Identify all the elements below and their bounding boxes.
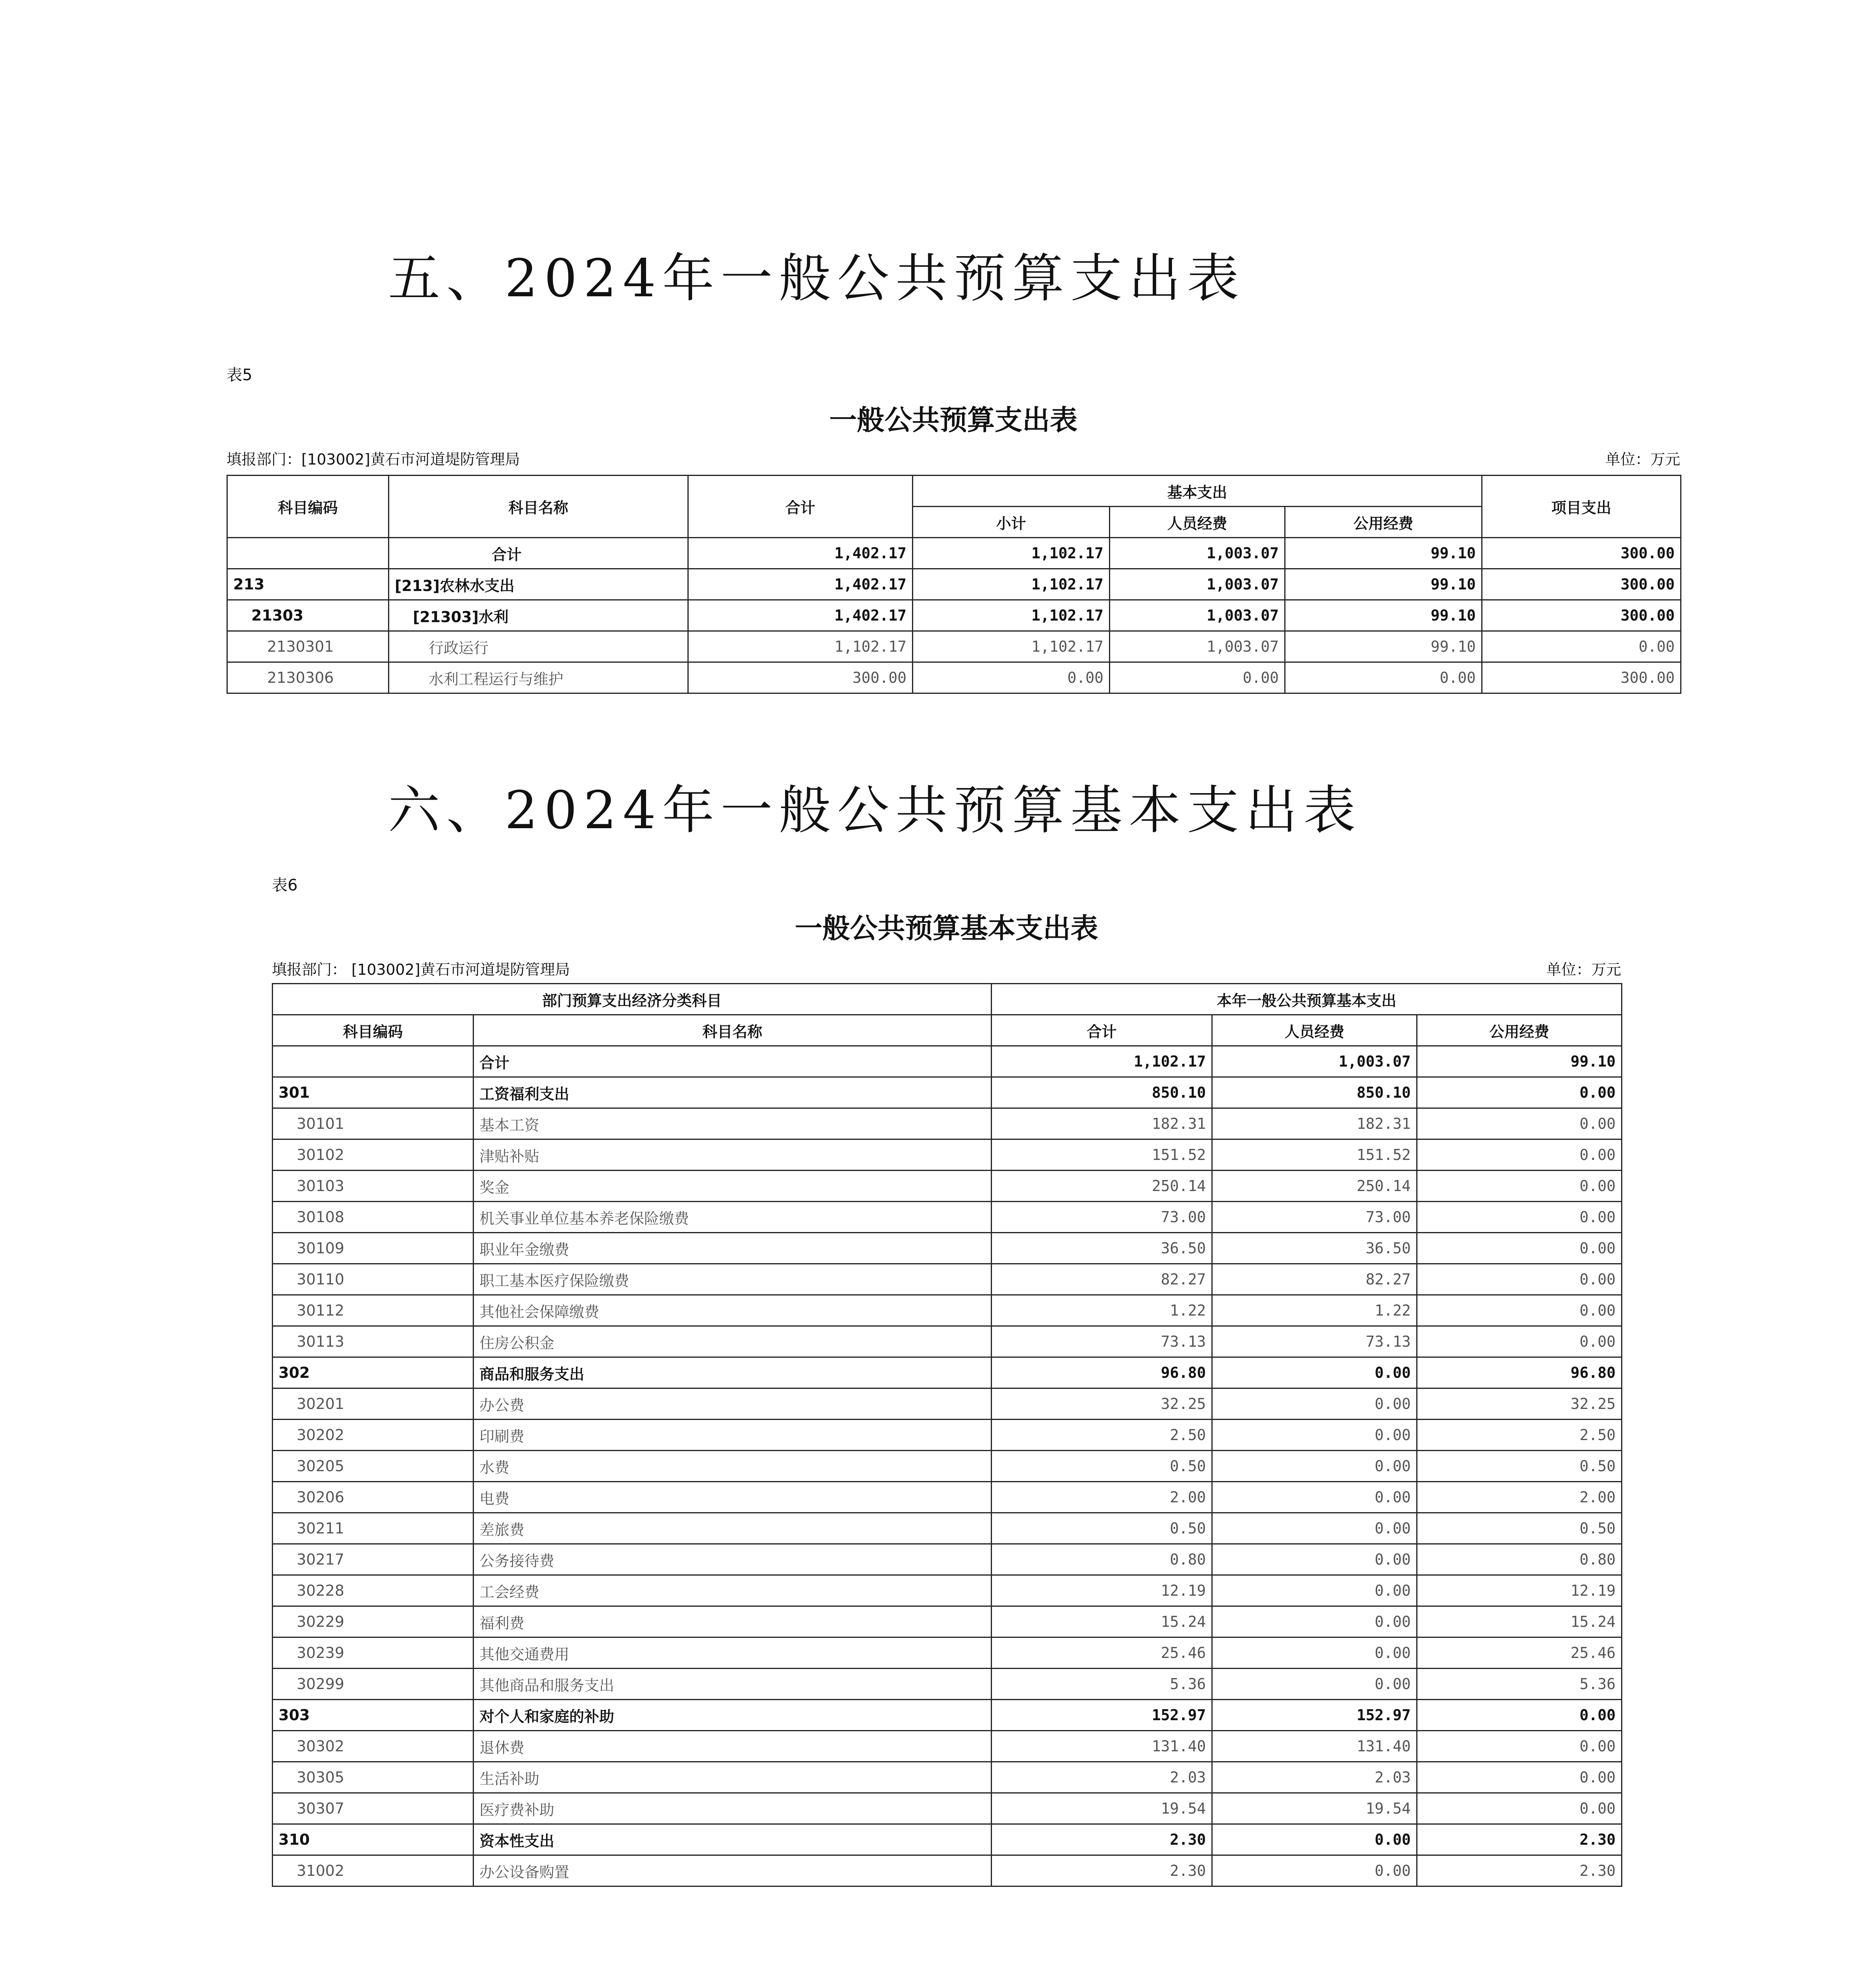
- col-header-project: 项目支出: [1482, 476, 1681, 538]
- cell-code: 303: [273, 1700, 474, 1731]
- cell-name: 住房公积金: [474, 1326, 992, 1357]
- cell-name: 其他交通费用: [474, 1637, 992, 1669]
- cell-name: 机关事业单位基本养老保险缴费: [474, 1202, 992, 1233]
- cell-personnel: 0.00: [1212, 1606, 1417, 1637]
- table-6-title: 一般公共预算基本支出表: [795, 912, 1098, 944]
- cell-name: 职工基本医疗保险缴费: [474, 1264, 992, 1295]
- cell-public: 99.10: [1285, 569, 1482, 600]
- cell-personnel: 1,003.07: [1110, 538, 1285, 569]
- cell-project: 300.00: [1482, 600, 1681, 631]
- cell-code: 30229: [273, 1606, 474, 1637]
- table-row: [273, 1855, 1622, 1886]
- table-row: [227, 569, 1681, 600]
- table-row: [273, 1451, 1622, 1482]
- cell-public: 0.00: [1417, 1731, 1622, 1762]
- cell-public: 32.25: [1417, 1388, 1622, 1420]
- table-5-unit: 单位：万元: [1605, 451, 1680, 468]
- cell-personnel: 152.97: [1212, 1700, 1417, 1731]
- table-row: [227, 600, 1681, 631]
- table-row: [273, 1139, 1622, 1171]
- cell-code: 30206: [273, 1482, 474, 1513]
- table-row: [273, 1046, 1622, 1077]
- cell-name: 其他社会保障缴费: [474, 1295, 992, 1326]
- table-row: [273, 1731, 1622, 1762]
- cell-personnel: 151.52: [1212, 1139, 1417, 1171]
- cell-public: 0.50: [1417, 1451, 1622, 1482]
- cell-total: 151.52: [992, 1139, 1212, 1171]
- cell-personnel: 82.27: [1212, 1264, 1417, 1295]
- cell-code: 30102: [273, 1139, 474, 1171]
- cell-code: [273, 1046, 474, 1077]
- cell-subtotal: 0.00: [913, 662, 1110, 693]
- table-row: [273, 1762, 1622, 1793]
- cell-total: 2.00: [992, 1482, 1212, 1513]
- cell-total: 250.14: [992, 1171, 1212, 1202]
- cell-public: 0.00: [1417, 1171, 1622, 1202]
- table-row: [273, 1264, 1622, 1295]
- cell-code: 301: [273, 1077, 474, 1108]
- cell-public: 2.00: [1417, 1482, 1622, 1513]
- cell-public: 0.00: [1417, 1202, 1622, 1233]
- cell-public: 12.19: [1417, 1575, 1622, 1606]
- cell-name: 办公设备购置: [474, 1855, 992, 1886]
- col-header-name: 科目名称: [389, 476, 688, 538]
- cell-project: 300.00: [1482, 569, 1681, 600]
- table-row: [273, 1669, 1622, 1700]
- cell-personnel: 250.14: [1212, 1171, 1417, 1202]
- cell-total: 182.31: [992, 1108, 1212, 1139]
- cell-code: 302: [273, 1357, 474, 1388]
- cell-name: 职业年金缴费: [474, 1233, 992, 1264]
- cell-personnel: 131.40: [1212, 1731, 1417, 1762]
- cell-subtotal: 1,102.17: [913, 538, 1110, 569]
- cell-name: 合计: [389, 538, 688, 569]
- cell-code: 30110: [273, 1264, 474, 1295]
- table-5-label: 表5: [227, 366, 253, 384]
- cell-personnel: 19.54: [1212, 1793, 1417, 1824]
- cell-public: 99.10: [1285, 600, 1482, 631]
- cell-personnel: 0.00: [1212, 1544, 1417, 1575]
- col-header-code: 科目编码: [273, 1015, 474, 1046]
- cell-total: 2.30: [992, 1824, 1212, 1855]
- col-header-public: 公用经费: [1417, 1015, 1622, 1046]
- cell-name: 印刷费: [474, 1420, 992, 1451]
- cell-personnel: 0.00: [1212, 1637, 1417, 1669]
- cell-code: 30103: [273, 1171, 474, 1202]
- cell-personnel: 73.00: [1212, 1202, 1417, 1233]
- cell-personnel: 182.31: [1212, 1108, 1417, 1139]
- cell-code: 2130301: [227, 631, 389, 662]
- table-row: [227, 631, 1681, 662]
- cell-code: 30239: [273, 1637, 474, 1669]
- cell-public: 0.00: [1417, 1326, 1622, 1357]
- table-row: [273, 1700, 1622, 1731]
- cell-public: 25.46: [1417, 1637, 1622, 1669]
- col-header-subtotal: 小计: [913, 507, 1110, 538]
- cell-total: 96.80: [992, 1357, 1212, 1388]
- cell-code: 30113: [273, 1326, 474, 1357]
- cell-personnel: 0.00: [1212, 1482, 1417, 1513]
- cell-total: 19.54: [992, 1793, 1212, 1824]
- cell-personnel: 1,003.07: [1110, 569, 1285, 600]
- cell-public: 96.80: [1417, 1357, 1622, 1388]
- cell-code: 21303: [227, 600, 389, 631]
- cell-total: 0.50: [992, 1451, 1212, 1482]
- cell-code: 30101: [273, 1108, 474, 1139]
- cell-name: 工会经费: [474, 1575, 992, 1606]
- cell-public: 0.00: [1417, 1793, 1622, 1824]
- cell-public: 0.00: [1417, 1233, 1622, 1264]
- cell-name: 工资福利支出: [474, 1077, 992, 1108]
- cell-name: 水费: [474, 1451, 992, 1482]
- table-row: [273, 1513, 1622, 1544]
- cell-name: 退休费: [474, 1731, 992, 1762]
- cell-name: 其他商品和服务支出: [474, 1669, 992, 1700]
- table-row: [273, 1326, 1622, 1357]
- cell-total: 32.25: [992, 1388, 1212, 1420]
- cell-personnel: 0.00: [1212, 1451, 1417, 1482]
- cell-code: 213: [227, 569, 389, 600]
- section-heading-6: 六、2024年一般公共预算基本支出表: [388, 780, 1362, 841]
- cell-public: 2.30: [1417, 1855, 1622, 1886]
- cell-name: 对个人和家庭的补助: [474, 1700, 992, 1731]
- cell-personnel: 73.13: [1212, 1326, 1417, 1357]
- table-row: [273, 1482, 1622, 1513]
- cell-personnel: 0.00: [1212, 1513, 1417, 1544]
- cell-name: 福利费: [474, 1606, 992, 1637]
- cell-total: 1,102.17: [992, 1046, 1212, 1077]
- cell-total: 25.46: [992, 1637, 1212, 1669]
- cell-total: 73.00: [992, 1202, 1212, 1233]
- col-header-basic: 基本支出: [913, 476, 1482, 507]
- cell-subtotal: 1,102.17: [913, 631, 1110, 662]
- cell-name: 资本性支出: [474, 1824, 992, 1855]
- cell-code: 30201: [273, 1388, 474, 1420]
- cell-code: 30305: [273, 1762, 474, 1793]
- cell-name: 差旅费: [474, 1513, 992, 1544]
- table-row: [273, 1420, 1622, 1451]
- cell-code: 30108: [273, 1202, 474, 1233]
- col-group-econ-class: 部门预算支出经济分类科目: [273, 984, 992, 1015]
- cell-code: 30302: [273, 1731, 474, 1762]
- cell-total: 1.22: [992, 1295, 1212, 1326]
- cell-total: 131.40: [992, 1731, 1212, 1762]
- cell-public: 0.00: [1417, 1295, 1622, 1326]
- cell-subtotal: 1,102.17: [913, 600, 1110, 631]
- col-header-personnel: 人员经费: [1110, 507, 1285, 538]
- cell-name: 基本工资: [474, 1108, 992, 1139]
- cell-total: 15.24: [992, 1606, 1212, 1637]
- table-row: [273, 1388, 1622, 1420]
- cell-total: 82.27: [992, 1264, 1212, 1295]
- cell-name: 医疗费补助: [474, 1793, 992, 1824]
- col-header-public: 公用经费: [1285, 507, 1482, 538]
- cell-name: [213]农林水支出: [389, 569, 688, 600]
- cell-name: 奖金: [474, 1171, 992, 1202]
- cell-personnel: 0.00: [1110, 662, 1285, 693]
- cell-public: 5.36: [1417, 1669, 1622, 1700]
- cell-total: 0.80: [992, 1544, 1212, 1575]
- cell-personnel: 1,003.07: [1110, 600, 1285, 631]
- cell-subtotal: 1,102.17: [913, 569, 1110, 600]
- cell-public: 0.00: [1417, 1139, 1622, 1171]
- cell-personnel: 0.00: [1212, 1388, 1417, 1420]
- table-row: [227, 662, 1681, 693]
- cell-total: 0.50: [992, 1513, 1212, 1544]
- cell-code: 30211: [273, 1513, 474, 1544]
- table-row: [273, 1824, 1622, 1855]
- cell-project: 300.00: [1482, 662, 1681, 693]
- cell-code: 30217: [273, 1544, 474, 1575]
- cell-total: 2.50: [992, 1420, 1212, 1451]
- cell-personnel: 1,003.07: [1110, 631, 1285, 662]
- table-5-title: 一般公共预算支出表: [829, 404, 1077, 436]
- cell-code: 30109: [273, 1233, 474, 1264]
- cell-public: 0.00: [1417, 1108, 1622, 1139]
- cell-personnel: 2.03: [1212, 1762, 1417, 1793]
- cell-name: 公务接待费: [474, 1544, 992, 1575]
- cell-public: 99.10: [1285, 631, 1482, 662]
- cell-total: 2.30: [992, 1855, 1212, 1886]
- table-row: [273, 1793, 1622, 1824]
- cell-public: 2.50: [1417, 1420, 1622, 1451]
- cell-code: 310: [273, 1824, 474, 1855]
- cell-name: [21303]水利: [389, 600, 688, 631]
- cell-personnel: 0.00: [1212, 1357, 1417, 1388]
- table-row: [273, 1077, 1622, 1108]
- table-row: [273, 1108, 1622, 1139]
- cell-total: 1,402.17: [688, 600, 913, 631]
- cell-name: 合计: [474, 1046, 992, 1077]
- cell-project: 0.00: [1482, 631, 1681, 662]
- cell-name: 生活补助: [474, 1762, 992, 1793]
- cell-name: 电费: [474, 1482, 992, 1513]
- cell-total: 1,102.17: [688, 631, 913, 662]
- col-header-total: 合计: [688, 476, 913, 538]
- cell-name: 水利工程运行与维护: [389, 662, 688, 693]
- cell-personnel: 0.00: [1212, 1420, 1417, 1451]
- cell-total: 300.00: [688, 662, 913, 693]
- table-row: [273, 1233, 1622, 1264]
- col-header-personnel: 人员经费: [1212, 1015, 1417, 1046]
- table-6-unit: 单位：万元: [1546, 961, 1621, 978]
- table-row: [227, 538, 1681, 569]
- cell-name: 办公费: [474, 1388, 992, 1420]
- cell-public: 0.00: [1417, 1762, 1622, 1793]
- cell-code: 2130306: [227, 662, 389, 693]
- cell-code: 30299: [273, 1669, 474, 1700]
- cell-public: 0.00: [1417, 1264, 1622, 1295]
- cell-code: 30307: [273, 1793, 474, 1824]
- table-row: [273, 1171, 1622, 1202]
- cell-code: [227, 538, 389, 569]
- cell-public: 0.50: [1417, 1513, 1622, 1544]
- cell-personnel: 36.50: [1212, 1233, 1417, 1264]
- cell-code: 30202: [273, 1420, 474, 1451]
- cell-total: 1,402.17: [688, 538, 913, 569]
- cell-code: 30228: [273, 1575, 474, 1606]
- cell-project: 300.00: [1482, 538, 1681, 569]
- cell-code: 30112: [273, 1295, 474, 1326]
- table-6-label: 表6: [272, 876, 298, 894]
- cell-personnel: 0.00: [1212, 1575, 1417, 1606]
- cell-personnel: 0.00: [1212, 1669, 1417, 1700]
- cell-public: 0.00: [1285, 662, 1482, 693]
- cell-public: 99.10: [1417, 1046, 1622, 1077]
- cell-personnel: 1.22: [1212, 1295, 1417, 1326]
- table-row: [273, 1606, 1622, 1637]
- table-6-dept: 填报部门： [103002]黄石市河道堤防管理局: [272, 961, 570, 978]
- col-group-basic-expenditure: 本年一般公共预算基本支出: [992, 984, 1622, 1015]
- table-row: [273, 1202, 1622, 1233]
- table-row: [273, 1295, 1622, 1326]
- table-5-dept: 填报部门：[103002]黄石市河道堤防管理局: [227, 451, 520, 468]
- cell-public: 0.80: [1417, 1544, 1622, 1575]
- cell-total: 73.13: [992, 1326, 1212, 1357]
- cell-total: 36.50: [992, 1233, 1212, 1264]
- cell-public: 99.10: [1285, 538, 1482, 569]
- cell-public: 0.00: [1417, 1077, 1622, 1108]
- table-row: [273, 1637, 1622, 1669]
- cell-code: 30205: [273, 1451, 474, 1482]
- cell-total: 12.19: [992, 1575, 1212, 1606]
- cell-personnel: 0.00: [1212, 1824, 1417, 1855]
- cell-public: 0.00: [1417, 1700, 1622, 1731]
- cell-name: 行政运行: [389, 631, 688, 662]
- col-header-code: 科目编码: [227, 476, 389, 538]
- cell-public: 2.30: [1417, 1824, 1622, 1855]
- cell-personnel: 0.00: [1212, 1855, 1417, 1886]
- cell-name: 商品和服务支出: [474, 1357, 992, 1388]
- col-header-name: 科目名称: [474, 1015, 992, 1046]
- cell-total: 2.03: [992, 1762, 1212, 1793]
- col-header-total: 合计: [992, 1015, 1212, 1046]
- table-6: [272, 983, 1622, 1887]
- cell-total: 1,402.17: [688, 569, 913, 600]
- table-row: [273, 1575, 1622, 1606]
- cell-total: 850.10: [992, 1077, 1212, 1108]
- cell-personnel: 1,003.07: [1212, 1046, 1417, 1077]
- cell-total: 152.97: [992, 1700, 1212, 1731]
- section-heading-5: 五、2024年一般公共预算支出表: [388, 248, 1245, 309]
- cell-total: 5.36: [992, 1669, 1212, 1700]
- table-row: [273, 1544, 1622, 1575]
- cell-name: 津贴补贴: [474, 1139, 992, 1171]
- table-5: [227, 475, 1681, 694]
- cell-public: 15.24: [1417, 1606, 1622, 1637]
- cell-code: 31002: [273, 1855, 474, 1886]
- table-row: [273, 1357, 1622, 1388]
- cell-personnel: 850.10: [1212, 1077, 1417, 1108]
